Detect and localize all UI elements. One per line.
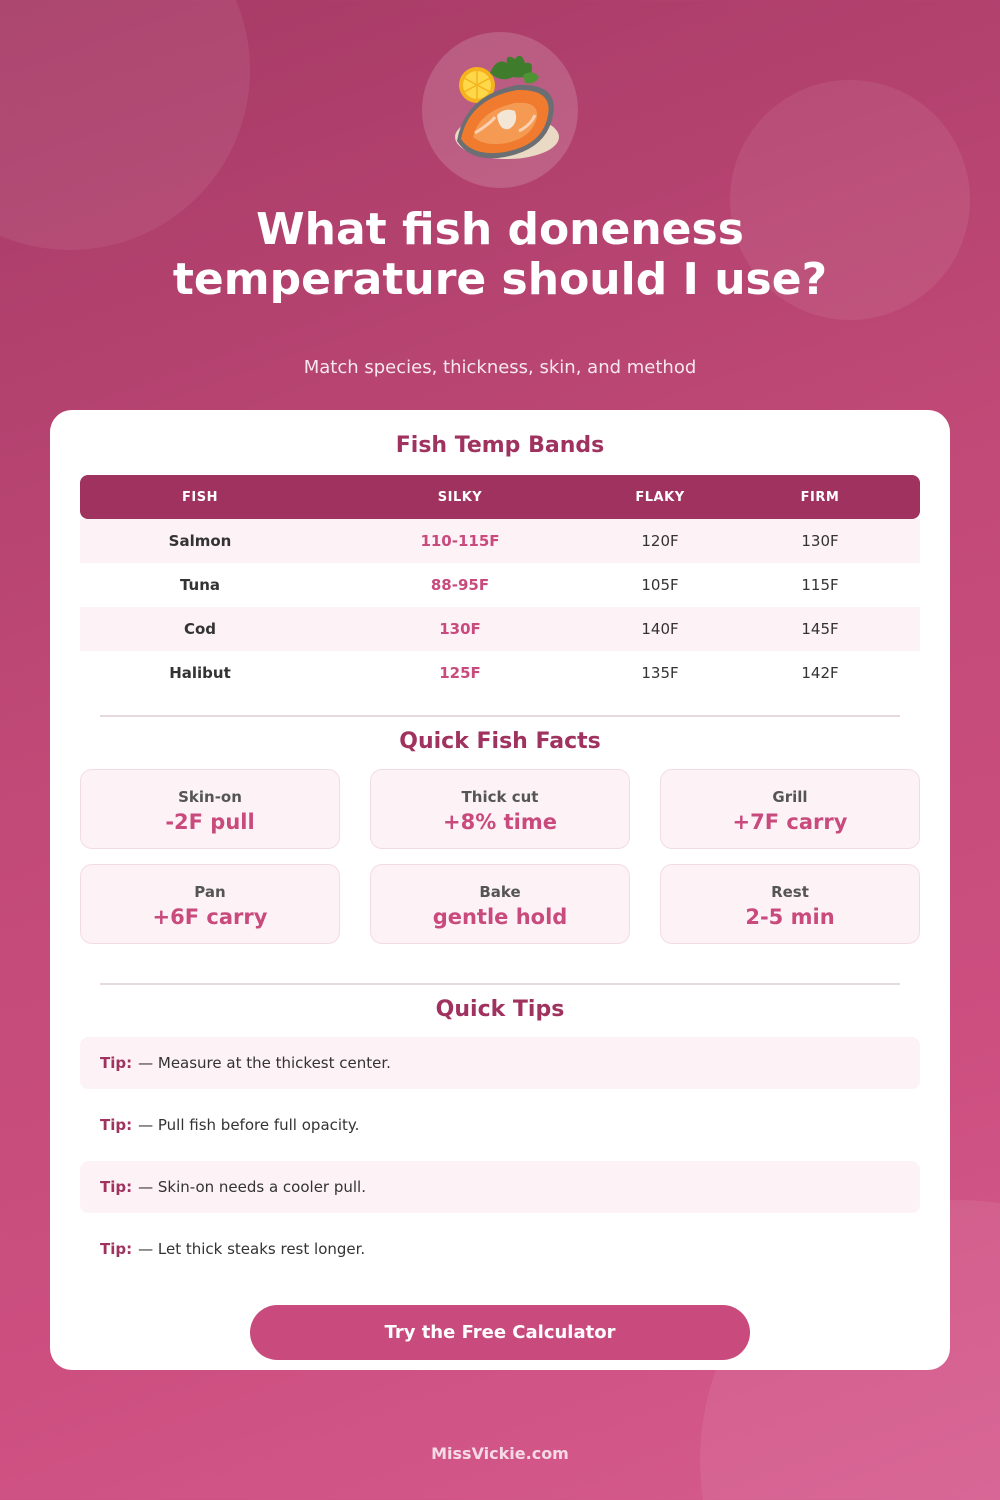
fact-label: Pan — [194, 883, 226, 901]
tip-text: — Measure at the thickest center. — [138, 1054, 391, 1072]
column-header-flaky: FLAKY — [635, 489, 685, 505]
cell-fish: Halibut — [169, 664, 231, 682]
page-title-line1: What fish doneness — [256, 204, 744, 255]
fact-card — [370, 769, 630, 849]
tip-label: Tip: — [100, 1116, 133, 1134]
tip-item — [80, 1099, 920, 1151]
temp-bands-title: Fish Temp Bands — [395, 433, 605, 458]
tip-text: — Let thick steaks rest longer. — [138, 1240, 366, 1258]
tips-title: Quick Tips — [435, 997, 565, 1022]
cell-fish: Cod — [183, 620, 217, 638]
cell-firm: 142F — [801, 664, 839, 682]
fact-label: Grill — [772, 788, 808, 806]
column-header-fish: FISH — [182, 489, 218, 505]
table-header — [80, 475, 920, 519]
fact-value: +8% time — [443, 810, 557, 834]
fact-value: +6F carry — [152, 905, 268, 929]
column-header-silky: SILKY — [437, 489, 483, 505]
fact-label: Rest — [771, 883, 809, 901]
cell-firm: 145F — [801, 620, 839, 638]
tip-label: Tip: — [100, 1178, 133, 1196]
table-row — [80, 607, 920, 651]
tip-label: Tip: — [100, 1240, 133, 1258]
page-title-line2: temperature should I use? — [172, 254, 828, 305]
cell-firm: 130F — [801, 532, 839, 550]
fact-card — [80, 864, 340, 944]
facts-title: Quick Fish Facts — [399, 729, 601, 754]
table-row — [80, 563, 920, 607]
column-header-firm: FIRM — [800, 489, 840, 505]
cell-fish: Tuna — [179, 576, 221, 594]
fact-card — [660, 769, 920, 849]
cell-flaky: 105F — [641, 576, 679, 594]
salmon-steak-icon — [422, 32, 578, 188]
tip-text: — Skin-on needs a cooler pull. — [138, 1178, 366, 1196]
cell-silky: 110-115F — [420, 532, 500, 550]
tip-item — [80, 1161, 920, 1213]
page-subtitle: Match species, thickness, skin, and method — [303, 357, 697, 378]
tip-item — [80, 1223, 920, 1275]
fact-label: Skin-on — [178, 788, 242, 806]
cell-flaky: 140F — [641, 620, 679, 638]
tip-label: Tip: — [100, 1054, 133, 1072]
fact-value: +7F carry — [732, 810, 848, 834]
section-divider — [100, 715, 900, 717]
cell-flaky: 120F — [641, 532, 679, 550]
footer-brand[interactable]: MissVickie.com — [431, 1444, 569, 1463]
fact-value: gentle hold — [432, 905, 568, 929]
fact-card — [660, 864, 920, 944]
page-title — [0, 205, 1000, 305]
fact-label: Thick cut — [461, 788, 539, 806]
tip-text: — Pull fish before full opacity. — [138, 1116, 360, 1134]
fact-label: Bake — [479, 883, 521, 901]
section-divider — [100, 983, 900, 985]
cell-silky: 125F — [439, 664, 481, 682]
cell-flaky: 135F — [641, 664, 679, 682]
content-card — [50, 410, 950, 1370]
cell-silky: 88-95F — [430, 576, 490, 594]
table-row — [80, 651, 920, 695]
temp-bands-table — [80, 475, 920, 695]
cell-silky: 130F — [439, 620, 481, 638]
table-row — [80, 519, 920, 563]
free-calculator-button[interactable]: Try the Free Calculator — [250, 1305, 750, 1360]
cell-firm: 115F — [801, 576, 839, 594]
fact-value: -2F pull — [165, 810, 255, 834]
fact-card — [370, 864, 630, 944]
fact-card — [80, 769, 340, 849]
cell-fish: Salmon — [168, 532, 232, 550]
tip-item — [80, 1037, 920, 1089]
fact-value: 2-5 min — [745, 905, 835, 929]
